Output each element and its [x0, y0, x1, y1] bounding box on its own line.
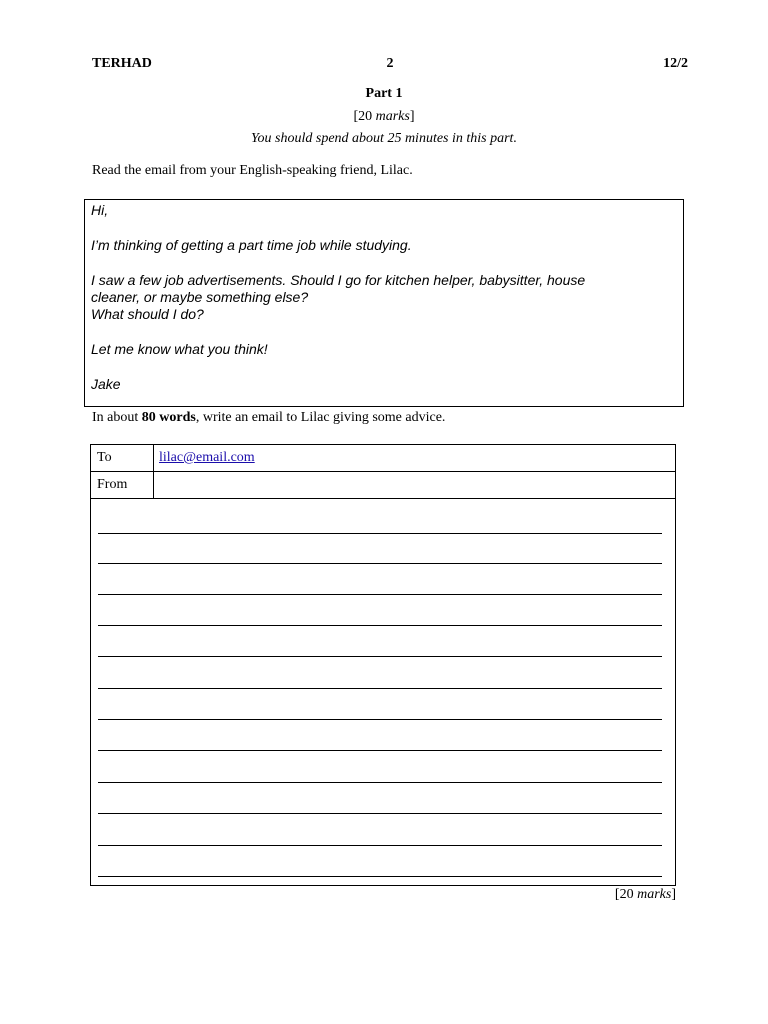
instruction-post: , write an email to Lilac giving some advice. — [195, 410, 446, 425]
marks-open: [20 — [353, 109, 376, 124]
marks-close: ] — [409, 109, 415, 124]
from-label: From — [91, 472, 154, 498]
to-value[interactable] — [159, 450, 255, 466]
total-marks — [615, 887, 676, 903]
marks-word: marks — [375, 109, 410, 124]
task-instruction — [92, 410, 445, 426]
instruction-pre: In about — [92, 410, 142, 425]
email-greeting: Hi, — [91, 202, 109, 218]
footer-marks-close: ] — [671, 887, 676, 902]
writing-line[interactable] — [98, 782, 662, 783]
paper-code: 12/2 — [663, 56, 688, 71]
time-note: You should spend about 25 minutes in this part. — [251, 131, 517, 146]
writing-line[interactable] — [98, 719, 662, 720]
classification-label: TERHAD — [92, 56, 152, 71]
writing-line[interactable] — [98, 876, 662, 877]
to-label: To — [91, 445, 154, 471]
writing-line[interactable] — [98, 845, 662, 846]
email-line-4: Let me know what you think! — [91, 341, 268, 357]
intro-text: Read the email from your English-speaking friend, Lilac. — [92, 163, 413, 178]
email-line-2b: cleaner, or maybe something else? — [91, 289, 309, 305]
part-title: Part 1 — [365, 86, 403, 101]
footer-marks-open: [20 — [614, 887, 638, 902]
to-row — [91, 445, 675, 472]
email-line-1: I’m thinking of getting a part time job while studying. — [91, 237, 412, 253]
answer-email-form — [90, 444, 676, 886]
part-marks — [0, 109, 768, 125]
writing-line[interactable] — [98, 625, 662, 626]
friend-email-box — [84, 199, 684, 407]
page-number: 2 — [386, 56, 394, 71]
email-line-2a: I saw a few job advertisements. Should I go for kitchen helper, babysitter, house — [91, 272, 586, 288]
writing-line[interactable] — [98, 563, 662, 564]
footer-marks-word: marks — [637, 887, 672, 902]
writing-line[interactable] — [98, 813, 662, 814]
to-email-link[interactable]: lilac@email.com — [159, 450, 255, 465]
writing-line[interactable] — [98, 533, 662, 534]
page-header — [92, 56, 688, 76]
writing-line[interactable] — [98, 594, 662, 595]
writing-line[interactable] — [98, 656, 662, 657]
writing-line[interactable] — [98, 750, 662, 751]
email-line-3: What should I do? — [91, 306, 204, 322]
writing-line[interactable] — [98, 688, 662, 689]
email-signoff: Jake — [91, 376, 121, 392]
from-row — [91, 472, 675, 499]
instruction-word-count: 80 words — [141, 410, 196, 425]
